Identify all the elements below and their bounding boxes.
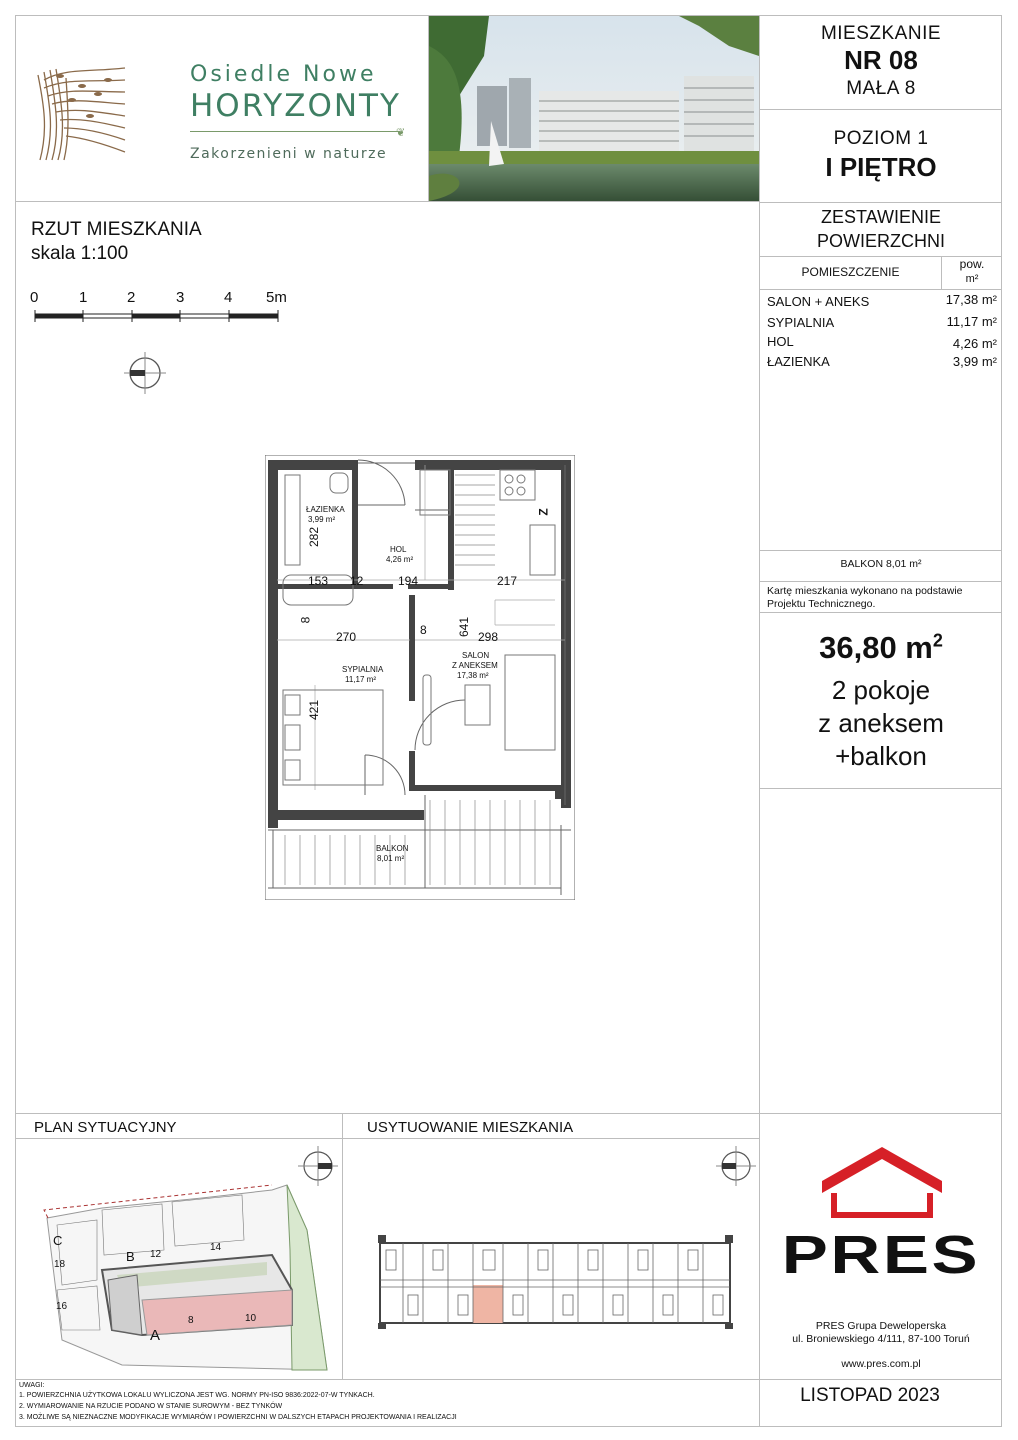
logo-line2: HORYZONTY [190, 88, 401, 124]
balcony-area-plan: 8,01 m² [377, 854, 405, 863]
total-area-value: 36,80 m [819, 630, 933, 665]
site-label: C [53, 1233, 63, 1248]
notes-title: UWAGI: [19, 1382, 45, 1389]
site-plan-title: PLAN SYTUACYJNY [34, 1119, 177, 1136]
site-label: 10 [245, 1313, 257, 1324]
estate-visualization-image [429, 16, 759, 201]
leaf-icon: ❦ [396, 127, 406, 139]
divider [15, 1379, 1002, 1380]
dimension: 298 [478, 630, 499, 644]
plan-title: RZUT MIESZKANIA [31, 219, 202, 240]
balcony-name: BALKON [376, 844, 409, 853]
scale-tick: 0 [30, 289, 39, 306]
scale-tick: 5m [266, 289, 287, 306]
plan-scale: skala 1:100 [31, 243, 129, 264]
site-label: 14 [210, 1242, 222, 1253]
company-address: ul. Broniewskiego 4/111, 87-100 Toruń [792, 1333, 970, 1345]
location-title: USYTUOWANIE MIESZKANIA [367, 1119, 574, 1136]
logo-line1: Osiedle Nowe [190, 62, 377, 87]
site-label: 12 [150, 1249, 162, 1260]
site-label: 8 [188, 1315, 194, 1326]
room-name: ŁAZIENKA [767, 354, 830, 369]
room-name: HOL [767, 334, 794, 349]
room-name: SALON + ANEKS [767, 294, 870, 309]
divider [759, 289, 1002, 290]
site-label: 18 [54, 1259, 66, 1270]
summary-title-2: POWIERZCHNI [817, 231, 945, 251]
scale-bar [30, 310, 280, 322]
building-floor-location [378, 1235, 733, 1330]
dimension: 641 [457, 616, 472, 638]
with-kitchen: z aneksem [818, 708, 944, 738]
column-area-1: pow. [959, 257, 985, 271]
living-name: SALON [462, 651, 490, 660]
room-area: 3,99 m² [952, 354, 997, 369]
company-website[interactable]: www.pres.com.pl [841, 1358, 921, 1370]
room-area: 17,38 m² [945, 292, 997, 307]
dimension: 270 [336, 630, 357, 644]
logo-tagline: Zakorzenieni w naturze [190, 146, 388, 162]
bath-area: 3,99 m² [308, 515, 336, 524]
scale-tick: 2 [127, 289, 136, 306]
dimension: 12 [350, 574, 364, 588]
divider [759, 109, 1002, 110]
bedroom-area: 11,17 m² [345, 675, 376, 684]
scale-tick: 1 [79, 289, 88, 306]
divider [15, 201, 760, 202]
column-room: POMIESZCZENIE [801, 265, 900, 279]
hall-name: HOL [390, 545, 407, 554]
tree-logo-icon [30, 60, 130, 165]
room-area: 11,17 m² [946, 314, 997, 329]
divider [759, 612, 1002, 613]
living-name-2: Z ANEKSEM [452, 661, 498, 670]
room-name: SYPIALNIA [767, 315, 835, 330]
fridge-label: Z [536, 508, 551, 516]
site-label: 16 [56, 1301, 68, 1312]
with-balcony: +balkon [835, 741, 927, 771]
divider [15, 1138, 760, 1139]
company-name: PRES Grupa Deweloperska [815, 1320, 947, 1332]
project-note: Kartę mieszkania wykonano na podstawie Projektu Technicznego. [767, 585, 963, 610]
dimension: 421 [307, 699, 322, 721]
divider [342, 1113, 343, 1379]
apartment-label: MIESZKANIE [820, 23, 942, 44]
brand-name: PRES [781, 1225, 981, 1285]
note-item: 2. WYMIAROWANIE NA RZUCIE PODANO W STANIE SUROWYM - BEZ TYNKÓW [19, 1403, 283, 1410]
scale-tick: 3 [176, 289, 185, 306]
level-label: POZIOM 1 [833, 128, 929, 149]
bath-name: ŁAZIENKA [306, 505, 345, 514]
dimension: 194 [398, 574, 419, 588]
summary-title-1: ZESTAWIENIE [820, 207, 941, 227]
divider [759, 788, 1002, 789]
column-area-2: m² [965, 273, 979, 285]
divider [759, 581, 1002, 582]
bedroom-name: SYPIALNIA [342, 665, 384, 674]
north-arrow-icon [716, 1146, 756, 1186]
dimension: 153 [308, 574, 329, 588]
dimension: 217 [497, 574, 518, 588]
logo-underline [190, 131, 400, 132]
house-roof-logo-icon [818, 1143, 946, 1219]
total-area [760, 630, 1002, 666]
divider [759, 550, 1002, 551]
issue-date: LISTOPAD 2023 [800, 1385, 940, 1406]
apartment-street: MAŁA 8 [846, 78, 916, 99]
divider [759, 202, 1002, 203]
note-item: 1. POWIERZCHNIA UŻYTKOWA LOKALU WYLICZONA JEST WG. NORMY PN-ISO 9836:2022-07-W TYNKACH. [19, 1392, 375, 1399]
dimension: 8 [298, 616, 313, 624]
total-area-unit: 2 [932, 630, 943, 651]
dimension: 282 [307, 526, 322, 548]
floor-label: I PIĘTRO [825, 152, 937, 182]
rooms-count: 2 pokoje [831, 675, 931, 705]
dimension: 8 [420, 623, 427, 637]
site-label: B [126, 1249, 135, 1264]
scale-tick: 4 [224, 289, 233, 306]
divider [15, 1113, 1002, 1114]
note-item: 3. MOŻLIWE SĄ NIEZNACZNE MODYFIKACJE WYMIARÓW I POWIERZCHNI W DALSZYCH ETAPACH PROJEKTOWANIA I REALIZACJI [19, 1414, 457, 1421]
north-arrow-icon [124, 352, 166, 394]
balcony-area: BALKON 8,01 m² [840, 558, 922, 570]
hall-area: 4,26 m² [386, 555, 414, 564]
living-area: 17,38 m² [457, 671, 489, 680]
apartment-number: NR 08 [844, 45, 918, 75]
room-area: 4,26 m² [952, 336, 997, 351]
site-label: A [150, 1327, 161, 1344]
site-plan-map [42, 1180, 342, 1375]
